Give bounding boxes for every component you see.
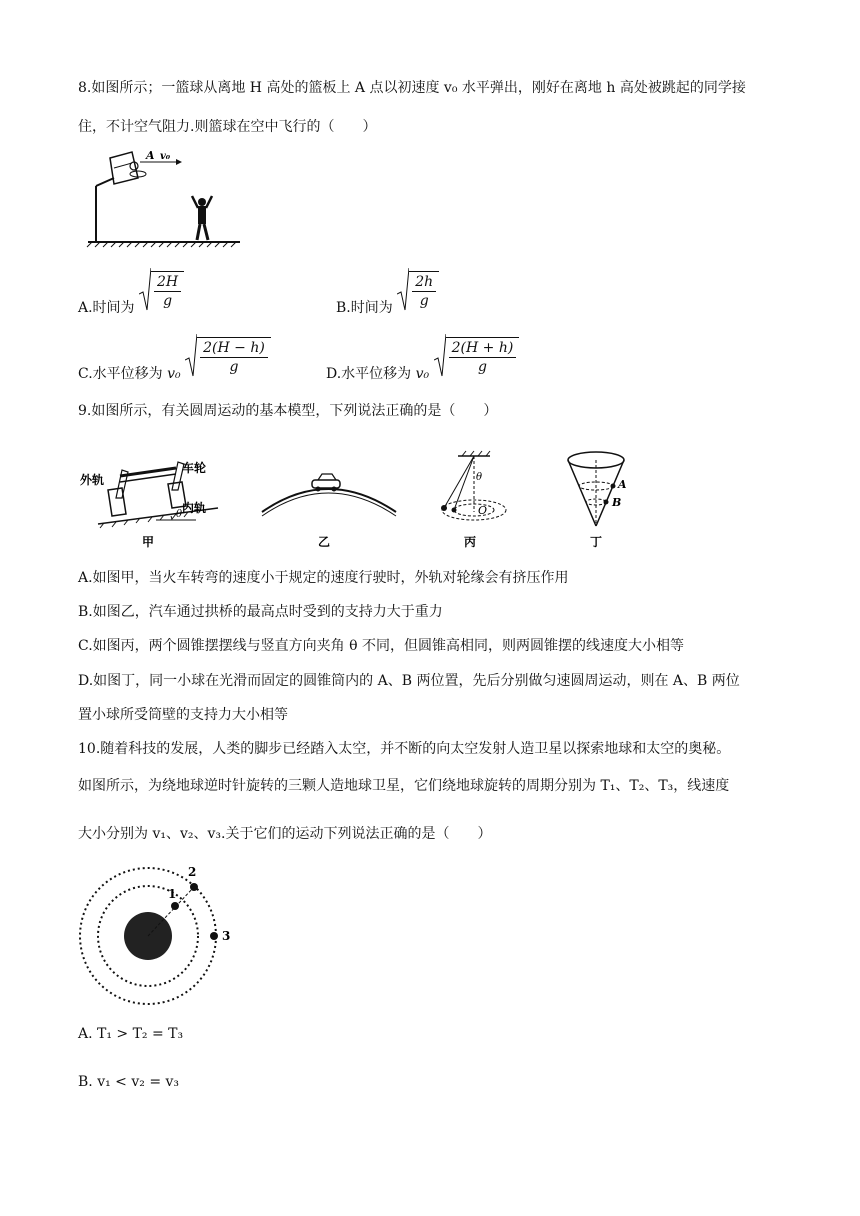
q8-option-D-v0: v₀ [415,366,430,382]
q10-option-A[interactable]: A. T₁ > T₂ = T₃ [78,1026,184,1042]
q8-stem-line2: 住，不计空气阻力.则篮球在空中飞行的（ ） [78,119,377,135]
q8-option-D[interactable] [326,334,519,384]
q8-option-A[interactable] [78,268,184,318]
q9-option-D-line2: 置小球所受筒壁的支持力大小相等 [78,707,288,723]
q10-stem-line2: 如图所示，为绕地球逆时针旋转的三颗人造地球卫星，它们绕地球旋转的周期分别为 T₁、T₂、T₃，线速度 [78,778,730,794]
q9-stem: 9.如图所示，有关圆周运动的基本模型，下列说法正确的是（ ） [78,403,498,419]
q8-option-A-formula: $\frac{2H}{g}$ [139,268,184,312]
svg-text:丙: 丙 [464,535,477,549]
svg-text:O: O [478,504,488,517]
q10-satellite-figure [78,860,248,1010]
q9-figure-jia [76,446,226,550]
q8-option-B-formula: $\frac{2h}{g}$ [397,268,439,312]
q8-basketball-figure [84,144,244,248]
q9-option-B[interactable]: B.如图乙，汽车通过拱桥的最高点时受到的支持力大于重力 [78,604,443,620]
q9-option-C[interactable]: C.如图丙，两个圆锥摆摆线与竖直方向夹角 θ 不同，但圆锥高相同，则两圆锥摆的线速度大小相等 [78,638,684,654]
q9-figure-bing [430,450,540,550]
svg-text:乙: 乙 [318,535,331,549]
svg-text:θ: θ [476,472,483,483]
q8-option-C-v0: v₀ [167,366,181,382]
q8-option-D-formula: $\frac{2(H + h)}{g}$ [434,334,520,378]
svg-text:1: 1 [168,887,177,901]
svg-text:内轨: 内轨 [182,501,207,515]
q9-figure-ding [562,446,642,550]
svg-text:3: 3 [222,929,231,943]
q8-stem-line1: 8.如图所示；一篮球从离地 H 高处的篮板上 A 点以初速度 v₀ 水平弹出，刚好在离地 h 高处被跳起的同学接 [78,80,746,96]
svg-text:2: 2 [188,865,197,879]
q8-option-A-text: A.时间为 [78,300,135,316]
q10-stem-line3: 大小分别为 v₁、v₂、v₃.关于它们的运动下列说法正确的是（ ） [78,826,492,842]
q8-option-C-formula: $\frac{2(H - h)}{g}$ [185,334,271,378]
q8-option-C[interactable] [78,334,271,384]
svg-text:车轮: 车轮 [182,461,207,475]
q9-option-A[interactable]: A.如图甲，当火车转弯的速度小于规定的速度行驶时，外轨对轮缘会有挤压作用 [78,570,569,586]
satellite-2 [190,883,198,891]
q8-label-A: A [146,149,155,162]
q10-option-B[interactable]: B. v₁ < v₂ = v₃ [78,1074,180,1090]
q9-figure-yi [256,464,406,550]
svg-text:甲: 甲 [142,535,155,549]
q8-option-B[interactable] [336,268,439,318]
q8-option-C-text: C.水平位移为 [78,366,163,382]
student-figure [192,196,212,240]
q8-option-D-text: D.水平位移为 [326,366,412,382]
svg-text:外轨: 外轨 [80,473,105,487]
q8-label-v0: v₀ [160,151,171,162]
svg-text:θ: θ [176,509,183,520]
satellite-1 [171,902,179,910]
satellite-3 [210,932,218,940]
q9-option-D-line1[interactable]: D.如图丁，同一小球在光滑而固定的圆锥筒内的 A、B 两位置，先后分别做匀速圆周运动，则在 A、B 两位 [78,673,740,689]
svg-text:B: B [612,496,622,509]
svg-text:A: A [618,478,627,491]
svg-text:丁: 丁 [590,535,603,549]
q10-stem-line1: 10.随着科技的发展，人类的脚步已经踏入太空，并不断的向太空发射人造卫星以探索地球和太空的奥秘。 [78,741,731,757]
q8-option-B-text: B.时间为 [336,300,393,316]
